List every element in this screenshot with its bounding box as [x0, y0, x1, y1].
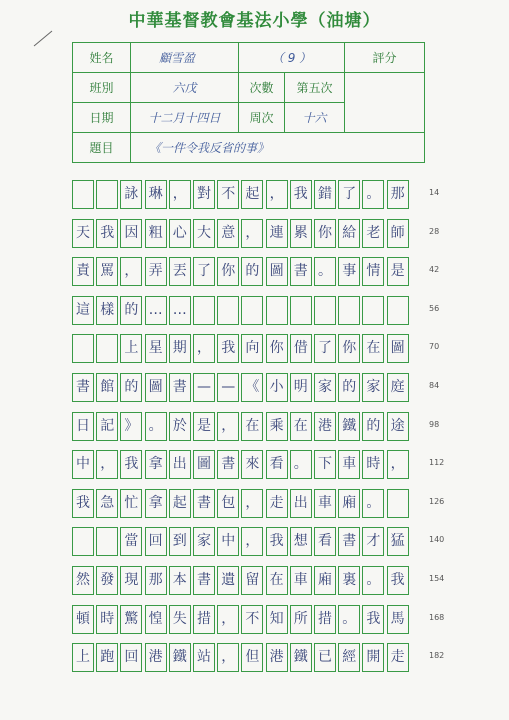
essay-cell [314, 296, 336, 325]
essay-cell: 在 [241, 412, 263, 441]
essay-cell: 記 [96, 412, 118, 441]
essay-cell: 是 [387, 257, 409, 286]
essay-cell: ， [169, 180, 191, 209]
essay-cell: 鐵 [169, 643, 191, 672]
essay-cell: 來 [241, 450, 263, 479]
essay-cell: 琳 [145, 180, 167, 209]
essay-cell: 書 [193, 489, 215, 518]
essay-cell: 廂 [314, 566, 336, 595]
essay-cell: 鐵 [290, 643, 312, 672]
essay-cell: 累 [290, 219, 312, 248]
essay-cell: ， [217, 643, 239, 672]
essay-cell: 期 [169, 334, 191, 363]
essay-cell: 知 [266, 605, 288, 634]
essay-cell: 回 [145, 527, 167, 556]
essay-cell: ， [217, 605, 239, 634]
student-info-table [72, 42, 425, 163]
essay-cell: 港 [266, 643, 288, 672]
essay-cell: 那 [387, 180, 409, 209]
essay-cell: 下 [314, 450, 336, 479]
character-count: 70 [429, 342, 440, 352]
essay-cell: 弄 [145, 257, 167, 286]
essay-cell: 現 [120, 566, 142, 595]
essay-cell: 廂 [338, 489, 360, 518]
essay-cell: 師 [387, 219, 409, 248]
essay-cell: 車 [314, 489, 336, 518]
essay-cell: 詠 [120, 180, 142, 209]
essay-cell: 《 [241, 373, 263, 402]
essay-cell [387, 296, 409, 325]
date-label: 日期 [73, 103, 131, 133]
essay-cell: 起 [169, 489, 191, 518]
essay-cell: 包 [217, 489, 239, 518]
essay-cell: 頓 [72, 605, 94, 634]
essay-cell: 跑 [96, 643, 118, 672]
essay-cell: 經 [338, 643, 360, 672]
essay-cell [193, 296, 215, 325]
essay-cell: 途 [387, 412, 409, 441]
date-value: 十二月十四日 [131, 103, 239, 133]
essay-cell: 。 [362, 566, 384, 595]
essay-cell: ， [241, 219, 263, 248]
essay-cell: 借 [290, 334, 312, 363]
essay-cell: 小 [266, 373, 288, 402]
essay-cell [362, 296, 384, 325]
essay-cell: 到 [169, 527, 191, 556]
character-count: 140 [429, 535, 445, 545]
times-value: 第五次 [285, 73, 345, 103]
essay-cell: 發 [96, 566, 118, 595]
essay-cell [241, 296, 263, 325]
essay-cell: 但 [241, 643, 263, 672]
essay-cell: 連 [266, 219, 288, 248]
week-value: 十六 [285, 103, 345, 133]
essay-cell: ， [96, 450, 118, 479]
essay-cell: 留 [241, 566, 263, 595]
essay-cell: 因 [120, 219, 142, 248]
essay-cell: 出 [290, 489, 312, 518]
essay-cell: 失 [169, 605, 191, 634]
essay-cell: 書 [338, 527, 360, 556]
character-count: 126 [429, 496, 445, 506]
essay-cell: 老 [362, 219, 384, 248]
essay-cell: 已 [314, 643, 336, 672]
essay-cell: 樣 [96, 296, 118, 325]
essay-cell: 看 [266, 450, 288, 479]
essay-cell [96, 527, 118, 556]
essay-cell: 情 [362, 257, 384, 286]
essay-cell: 你 [314, 219, 336, 248]
essay-cell: 給 [338, 219, 360, 248]
essay-cell [290, 296, 312, 325]
essay-cell: 對 [193, 180, 215, 209]
character-count: 28 [429, 226, 440, 236]
essay-cell: 遺 [217, 566, 239, 595]
essay-cell: 你 [338, 334, 360, 363]
essay-cell: 。 [362, 180, 384, 209]
essay-cell: 書 [217, 450, 239, 479]
essay-cell: … [145, 296, 167, 325]
essay-cell: 不 [217, 180, 239, 209]
essay-cell: 圖 [145, 373, 167, 402]
essay-cell: 我 [217, 334, 239, 363]
essay-cell: … [169, 296, 191, 325]
week-label: 周次 [239, 103, 285, 133]
essay-cell: 想 [290, 527, 312, 556]
essay-cell: 於 [169, 412, 191, 441]
essay-cell: 我 [266, 527, 288, 556]
essay-cell: 責 [72, 257, 94, 286]
essay-cell: 》 [120, 412, 142, 441]
essay-cell: 回 [120, 643, 142, 672]
essay-cell: 措 [193, 605, 215, 634]
essay-cell: — [193, 373, 215, 402]
essay-cell: 明 [290, 373, 312, 402]
essay-cell: 港 [314, 412, 336, 441]
essay-cell: 事 [338, 257, 360, 286]
essay-cell: 本 [169, 566, 191, 595]
essay-cell: 港 [145, 643, 167, 672]
character-count: 56 [429, 303, 440, 313]
essay-cell: 乘 [266, 412, 288, 441]
essay-cell: 出 [169, 450, 191, 479]
essay-cell: 我 [290, 180, 312, 209]
essay-cell: 圖 [387, 334, 409, 363]
pen-stroke-mark [32, 28, 54, 48]
essay-cell: 罵 [96, 257, 118, 286]
essay-cell: 家 [362, 373, 384, 402]
essay-cell: ， [387, 450, 409, 479]
essay-cell: 的 [120, 373, 142, 402]
essay-cell: 的 [338, 373, 360, 402]
score-label: 評分 [345, 43, 425, 73]
essay-cell: 急 [96, 489, 118, 518]
essay-cell [217, 296, 239, 325]
essay-cell: 的 [362, 412, 384, 441]
essay-cell: ， [193, 334, 215, 363]
essay-cell: 。 [362, 489, 384, 518]
character-count: 98 [429, 419, 440, 429]
essay-cell: 天 [72, 219, 94, 248]
essay-cell: 驚 [120, 605, 142, 634]
essay-cell: 當 [120, 527, 142, 556]
essay-cell [96, 334, 118, 363]
essay-cell: 我 [387, 566, 409, 595]
essay-cell: 了 [338, 180, 360, 209]
essay-cell: 看 [314, 527, 336, 556]
essay-cell: 你 [266, 334, 288, 363]
character-count: 168 [429, 612, 445, 622]
topic-label: 題目 [73, 133, 131, 163]
class-number: （ 9 ） [239, 43, 345, 73]
essay-cell: 猛 [387, 527, 409, 556]
essay-cell: 書 [290, 257, 312, 286]
character-count: 182 [429, 651, 445, 661]
essay-cell: 馬 [387, 605, 409, 634]
essay-cell: 惶 [145, 605, 167, 634]
essay-cell: 。 [338, 605, 360, 634]
essay-cell: 所 [290, 605, 312, 634]
essay-cell: 起 [241, 180, 263, 209]
essay-cell: 書 [169, 373, 191, 402]
essay-cell: 了 [314, 334, 336, 363]
name-value: 顧雪盈 [131, 43, 239, 73]
essay-cell: 是 [193, 412, 215, 441]
essay-cell: 星 [145, 334, 167, 363]
essay-cell: ， [241, 489, 263, 518]
essay-cell: 中 [217, 527, 239, 556]
essay-cell: 。 [290, 450, 312, 479]
class-label: 班別 [73, 73, 131, 103]
essay-cell: 的 [120, 296, 142, 325]
essay-cell: 心 [169, 219, 191, 248]
essay-cell: 我 [362, 605, 384, 634]
essay-cell: 上 [120, 334, 142, 363]
essay-cell: 書 [193, 566, 215, 595]
essay-cell: 站 [193, 643, 215, 672]
essay-cell: 裏 [338, 566, 360, 595]
essay-cell: 粗 [145, 219, 167, 248]
essay-cell: 車 [290, 566, 312, 595]
essay-cell: 意 [217, 219, 239, 248]
essay-cell: 車 [338, 450, 360, 479]
class-value: 六戊 [131, 73, 239, 103]
essay-cell: 。 [145, 412, 167, 441]
essay-cell [96, 180, 118, 209]
essay-cell: 你 [217, 257, 239, 286]
character-count: 154 [429, 574, 445, 583]
essay-cell: 了 [193, 257, 215, 286]
essay-cell [72, 334, 94, 363]
essay-cell: 時 [96, 605, 118, 634]
essay-cell: — [217, 373, 239, 402]
essay-cell: 在 [290, 412, 312, 441]
essay-cell: 拿 [145, 489, 167, 518]
essay-cell: 在 [266, 566, 288, 595]
essay-cell: ， [120, 257, 142, 286]
essay-cell: 向 [241, 334, 263, 363]
essay-cell [266, 296, 288, 325]
name-label: 姓名 [73, 43, 131, 73]
essay-cell [72, 527, 94, 556]
essay-cell: 措 [314, 605, 336, 634]
score-box [345, 73, 425, 133]
character-count: 112 [429, 458, 445, 468]
essay-cell: 那 [145, 566, 167, 595]
essay-cell: 日 [72, 412, 94, 441]
essay-cell: 拿 [145, 450, 167, 479]
character-count: 14 [429, 188, 440, 197]
essay-cell: 丟 [169, 257, 191, 286]
essay-cell [338, 296, 360, 325]
essay-cell: 中 [72, 450, 94, 479]
times-label: 次數 [239, 73, 285, 103]
essay-cell: 忙 [120, 489, 142, 518]
essay-cell: 錯 [314, 180, 336, 209]
character-count: 84 [429, 381, 440, 390]
essay-cell: 圖 [266, 257, 288, 286]
essay-cell: 圖 [193, 450, 215, 479]
essay-cell: 我 [120, 450, 142, 479]
essay-cell: 時 [362, 450, 384, 479]
essay-cell: ， [241, 527, 263, 556]
essay-cell: 的 [241, 257, 263, 286]
essay-cell: ， [217, 412, 239, 441]
essay-cell: 開 [362, 643, 384, 672]
essay-cell: 庭 [387, 373, 409, 402]
essay-cell: 走 [387, 643, 409, 672]
essay-cell: 館 [96, 373, 118, 402]
essay-cell: 書 [72, 373, 94, 402]
character-count: 42 [429, 265, 440, 275]
essay-cell: ， [266, 180, 288, 209]
essay-cell: 不 [241, 605, 263, 634]
essay-cell: 我 [72, 489, 94, 518]
essay-cell [72, 180, 94, 209]
essay-cell: 這 [72, 296, 94, 325]
essay-cell: 家 [314, 373, 336, 402]
school-title: 中華基督教會基法小學（油塘） [128, 11, 381, 31]
essay-cell [387, 489, 409, 518]
essay-cell: 然 [72, 566, 94, 595]
essay-cell: 鐵 [338, 412, 360, 441]
essay-cell: 大 [193, 219, 215, 248]
essay-cell: 走 [266, 489, 288, 518]
essay-cell: 才 [362, 527, 384, 556]
essay-cell: 家 [193, 527, 215, 556]
essay-cell: 。 [314, 257, 336, 286]
topic-value: 《一件令我反省的事》 [131, 133, 425, 163]
essay-cell: 上 [72, 643, 94, 672]
essay-cell: 在 [362, 334, 384, 363]
essay-cell: 我 [96, 219, 118, 248]
